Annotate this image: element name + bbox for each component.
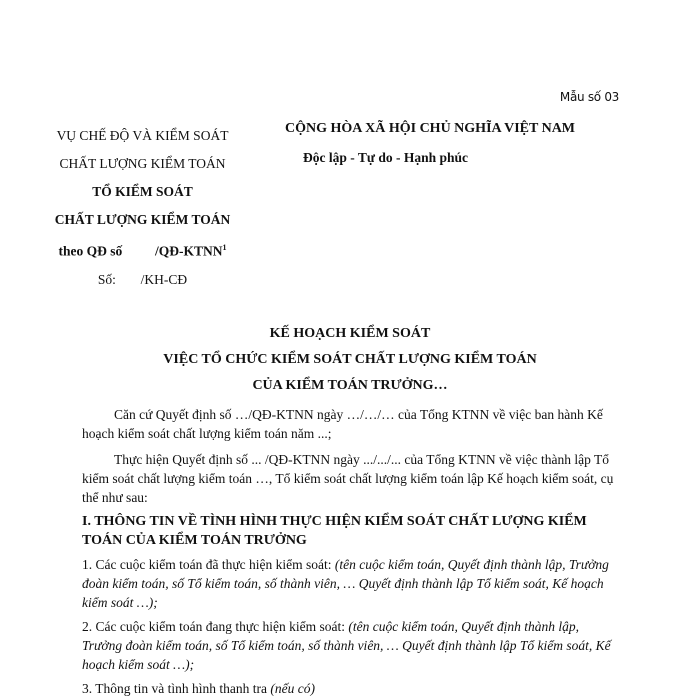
list-item-1-text: 1. Các cuộc kiểm toán đã thực hiện kiểm soát: — [82, 557, 335, 572]
decision-suffix: /QĐ-KTNN — [155, 243, 223, 259]
agency-line-2: CHẤT LƯỢNG KIỂM TOÁN — [59, 156, 226, 171]
document-number — [40, 266, 245, 294]
list-item-2 — [82, 617, 622, 674]
number-suffix: /KH-CĐ — [140, 271, 188, 287]
list-item-3 — [82, 679, 622, 698]
section-1-heading: I. THÔNG TIN VỀ TÌNH HÌNH THỰC HIỆN KIỂM SOÁT CHẤT LƯỢNG KIỂM TOÁN CỦA KIỂM TOÁN TRƯỞNG — [82, 514, 587, 548]
list-item-3-text: 3. Thông tin và tình hình thanh tra — [82, 681, 271, 696]
list-item-1 — [82, 555, 622, 612]
paragraph-implementation: Thực hiện Quyết định số ... /QĐ-KTNN ngày .../.../... của Tổng KTNN về việc thành lập Tổ kiểm soát chất lượng kiểm toán …, Tổ kiểm soát chất lượng kiểm toán lập Kế hoạch kiểm soát, cụ thể như sau: — [82, 452, 614, 505]
agency-line-4: CHẤT LƯỢNG KIỂM TOÁN — [54, 212, 231, 227]
agency-line-1: VỤ CHẾ ĐỘ VÀ KIỂM SOÁT — [56, 128, 229, 143]
issuing-agency-header — [40, 122, 245, 294]
list-item-2-text: 2. Các cuộc kiểm toán đang thực hiện kiểm soát: — [82, 619, 349, 634]
paragraph-basis: Căn cứ Quyết định số …/QĐ-KTNN ngày …/…/… của Tổng KTNN về việc ban hành Kế hoạch kiểm soát chất lượng kiểm toán năm ...; — [82, 407, 603, 441]
list-item-3-detail: (nếu có) — [270, 681, 315, 696]
nation-title: CỘNG HÒA XÃ HỘI CHỦ NGHĨA VIỆT NAM — [285, 121, 576, 136]
plan-title-line-2: VIỆC TỔ CHỨC KIỂM SOÁT CHẤT LƯỢNG KIỂM TOÁN — [163, 352, 537, 367]
plan-title-line-1: KẾ HOẠCH KIỂM SOÁT — [269, 326, 431, 341]
number-label: Số: — [97, 271, 116, 287]
decision-reference — [40, 234, 245, 266]
list-item-2-detail: (tên cuộc kiểm toán, Quyết định thành lập, Trưởng đoàn kiểm toán, số Tổ kiểm toán, số thành viên, … Quyết định thành lập Tổ kiểm soát, Kế hoạch kiểm soát …); — [82, 619, 611, 672]
agency-line-3: TỔ KIỂM SOÁT — [92, 184, 193, 199]
national-header — [285, 122, 575, 166]
footnote-mark: 1 — [222, 243, 227, 252]
decision-prefix: theo QĐ số — [58, 243, 123, 259]
form-number: Mẫu số 03 — [559, 90, 619, 104]
list-item-1-detail: (tên cuộc kiểm toán, Quyết định thành lập, Trưởng đoàn kiểm toán, số Tổ kiểm toán, số thành viên, … Quyết định thành lập Tổ kiểm soát, Kế hoạch kiểm soát …); — [82, 557, 609, 610]
national-motto: Độc lập - Tự do - Hạnh phúc — [303, 150, 469, 165]
plan-title-line-3: CỦA KIỂM TOÁN TRƯỞNG… — [252, 378, 448, 393]
